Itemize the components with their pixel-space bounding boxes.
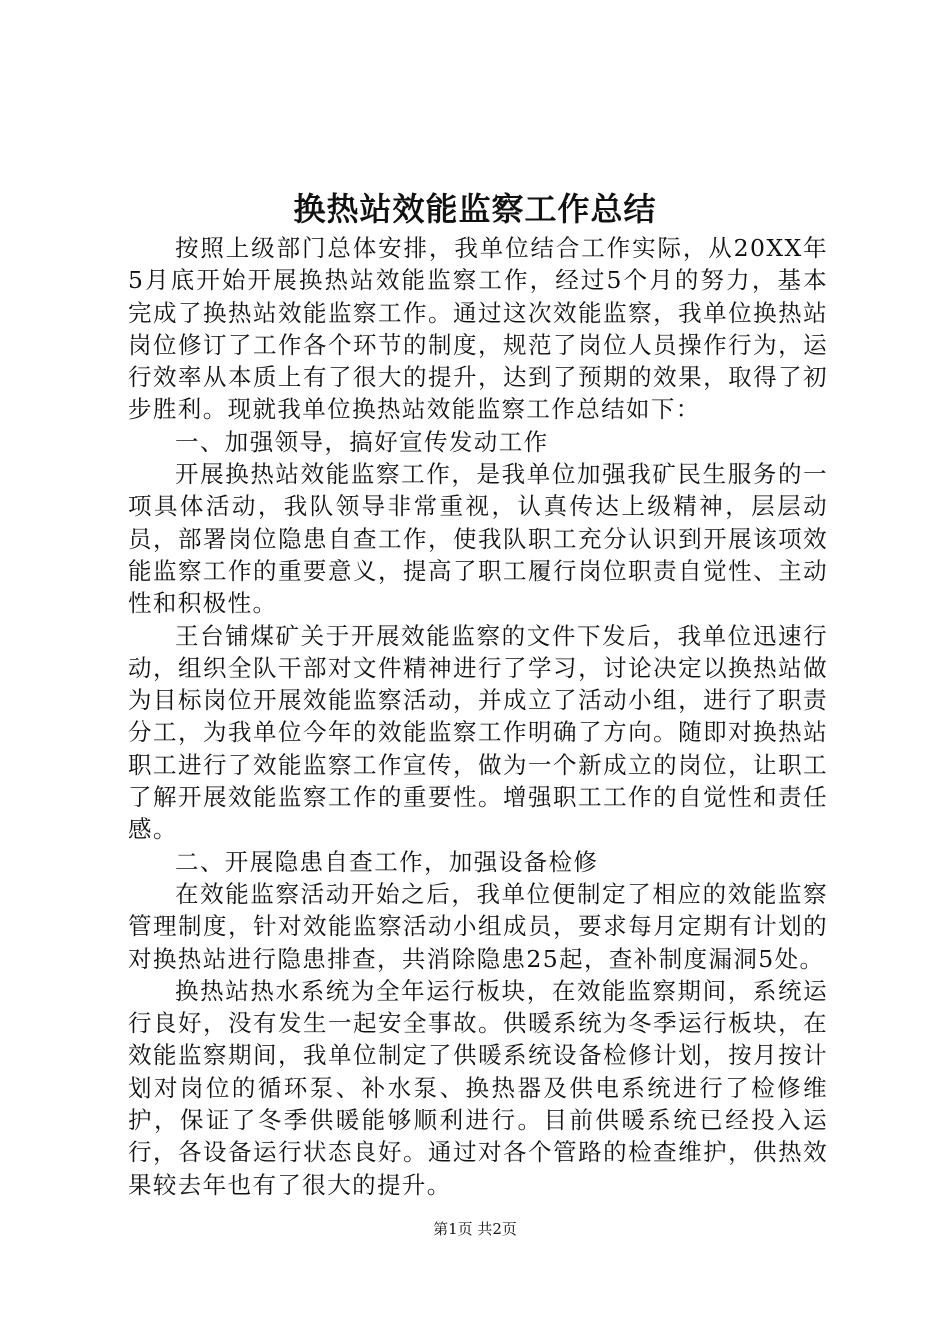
document-body — [128, 232, 828, 1201]
paragraph-section2-a: 在效能监察活动开始之后，我单位便制定了相应的效能监察管理制度，针对效能监察活动小组成员，要求每月定期有计划的对换热站进行隐患排查，共消除隐患25起，查补制度漏洞5处。 — [128, 879, 828, 973]
paragraph-intro: 按照上级部门总体安排，我单位结合工作实际，从20XX年5月底开始开展换热站效能监察工作，经过5个月的努力，基本完成了换热站效能监察工作。通过这次效能监察，我单位换热站岗位修订了工作各个环节的制度，规范了岗位人员操作行为，运行效率从本质上有了很大的提升，达到了预期的效果，取得了初步胜利。现就我单位换热站效能监察工作总结如下： — [128, 234, 828, 424]
section-heading-2: 二、开展隐患自查工作，加强设备检修 — [175, 847, 599, 876]
document-title: 换热站效能监察工作总结 — [293, 190, 657, 228]
paragraph-section2-b: 换热站热水系统为全年运行板块，在效能监察期间，系统运行良好，没有发生一起安全事故。供暖系统为冬季运行板块，在效能监察期间，我单位制定了供暖系统设备检修计划，按月按计划对岗位的循环泵、补水泵、换热器及供电系统进行了检修维护，保证了冬季供暖能够顺利进行。目前供暖系统已经投入运行，各设备运行状态良好。通过对各个管路的检查维护，供热效果较去年也有了很大的提升。 — [128, 976, 828, 1199]
paragraph-section1-b: 王台铺煤矿关于开展效能监察的文件下发后，我单位迅速行动，组织全队干部对文件精神进行了学习，讨论决定以换热站做为目标岗位开展效能监察活动，并成立了活动小组，进行了职责分工，为我单位今年的效能监察工作明确了方向。随即对换热站职工进行了效能监察工作宣传，做为一个新成立的岗位，让职工了解开展效能监察工作的重要性。增强职工工作的自觉性和责任感。 — [128, 621, 828, 844]
paragraph-section1-a: 开展换热站效能监察工作，是我单位加强我矿民生服务的一项具体活动，我队领导非常重视，认真传达上级精神，层层动员，部署岗位隐患自查工作，使我队职工充分认识到开展该项效能监察工作的重要意义，提高了职工履行岗位职责自觉性、主动性和积极性。 — [128, 460, 828, 618]
section-heading-1: 一、加强领导，搞好宣传发动工作 — [175, 427, 549, 456]
page-indicator: 第1页 共2页 — [433, 1220, 517, 1238]
